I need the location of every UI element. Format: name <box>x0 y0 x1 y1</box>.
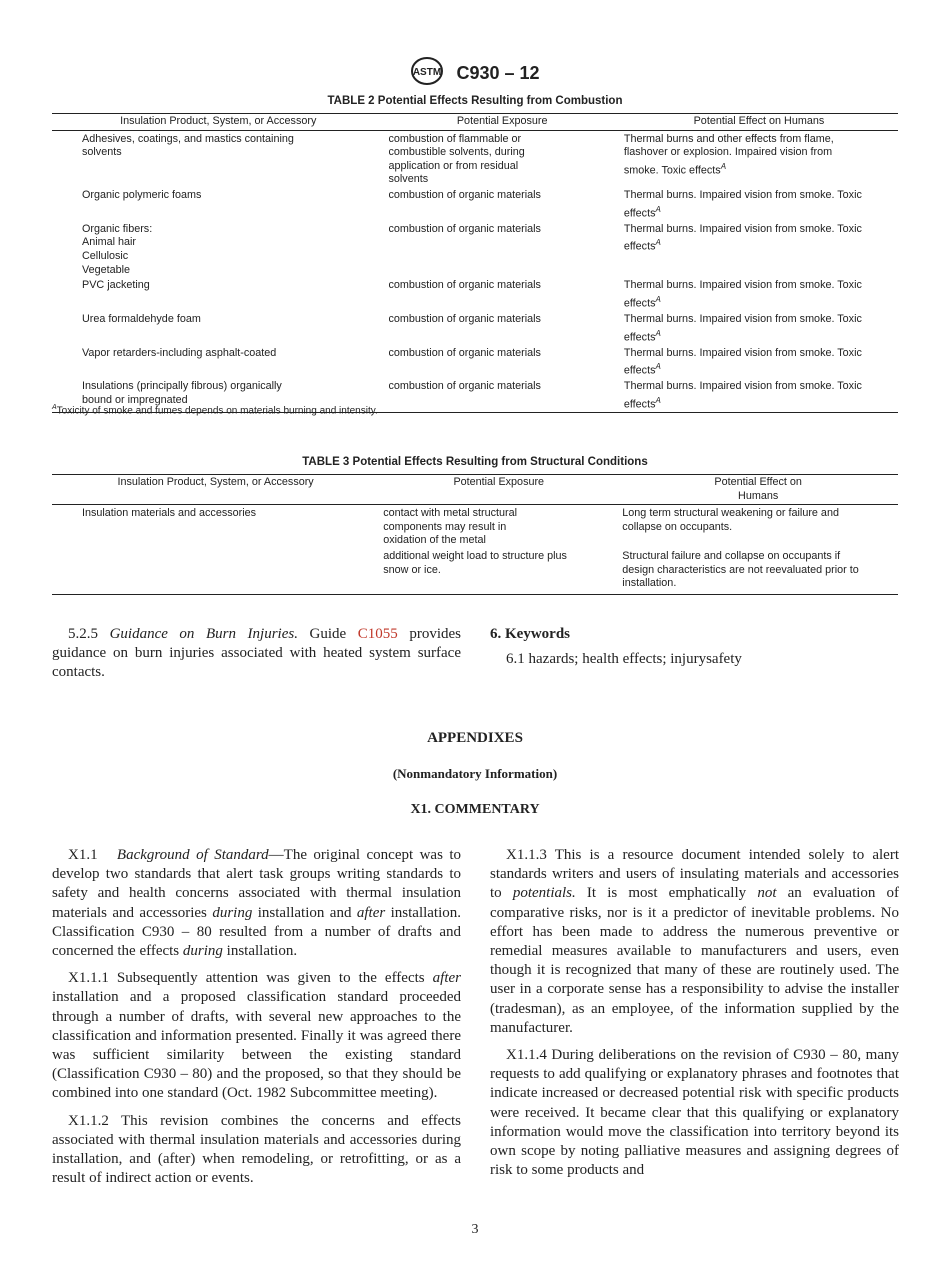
section-5-2-5: 5.2.5 Guidance on Burn Injuries. Guide C1055 provides guidance on burn injuries associated with heated system surface contacts. <box>52 626 462 681</box>
table-cell: Thermal burns. Impaired vision from smoke. Toxic effects <box>623 188 862 220</box>
c1055-link[interactable]: C1055 <box>357 626 398 642</box>
table-subitem: Vegetable <box>82 263 131 276</box>
table-row <box>52 187 898 221</box>
appendix-section-heading: X1. COMMENTARY <box>410 802 540 817</box>
keywords-heading: 6. Keywords <box>490 626 570 642</box>
table2-header-product: Insulation Product, System, or Accessory <box>52 114 385 131</box>
right-column <box>490 846 899 1188</box>
table-row <box>52 505 898 548</box>
table3 <box>52 474 898 595</box>
table-cell: combustion of flammable or combustible solvents, during application or from residual solvents <box>388 132 525 186</box>
paragraph-x1-1-4: X1.1.4 During deliberations on the revision of C930 – 80, many requests to add qualifying or explanatory phrases and footnotes that indicate increased or decreased potential risk with specific products were received. It became clear that this qualifying or explanatory information would move the classification into territory beyond its own scope by noting palliative measures and assigning degrees of risk to some products and <box>490 1047 899 1179</box>
table-cell: contact with metal structural components may result in oxidation of the metal <box>383 507 518 547</box>
table-cell: Thermal burns. Impaired vision from smoke. Toxic effects <box>623 222 862 253</box>
table3-caption: TABLE 3 Potential Effects Resulting from Structural Conditions <box>302 456 648 468</box>
table-cell: PVC jacketing <box>82 279 150 292</box>
paragraph-x1-1-3: X1.1.3 This is a resource document intended solely to alert standards writers and users of insulating materials and accessories to potentials. It is most emphatically not an evaluation of comparative risks, nor is it a predictor of inevitable problems. No effort has been made to address the numerous preventive or remedial measures available to manufacturers and users, even though it is recognized that many of these are routinely used. The user in a corporate sense has a responsibility to advise the installer (tradesman), as an employee, of the information supplied by the manufacturer. <box>490 847 900 1036</box>
table-row <box>52 130 898 187</box>
table2 <box>52 113 898 413</box>
footnote-ref: A <box>655 204 661 214</box>
table-cell: Organic polymeric foams <box>82 188 202 201</box>
table-cell: Thermal burns. Impaired vision from smoke. Toxic effects <box>623 346 862 377</box>
svg-text:ASTM: ASTM <box>413 67 442 78</box>
table-cell: combustion of organic materials <box>388 279 541 292</box>
table-row <box>52 277 898 311</box>
footnote-ref: A <box>655 294 661 304</box>
page-number: 3 <box>471 1222 479 1237</box>
footnote-ref: A <box>655 328 661 338</box>
footnote-ref: A <box>655 396 661 406</box>
table2-header-exposure: Potential Exposure <box>385 114 620 131</box>
table-cell: combustion of organic materials <box>388 312 541 325</box>
table-cell: Adhesives, coatings, and mastics containing solvents <box>82 132 294 159</box>
table-cell: additional weight load to structure plus snow or ice. <box>383 549 567 576</box>
table-cell: Insulations (principally fibrous) organically bound or impregnated <box>82 380 282 407</box>
paragraph-x1-1: X1.1 Background of Standard—The original concept was to develop two standards that alert task groups writing standards to safety and health concerns associated with thermal insulation materials and accessories during installation and after installation. Classification C930 – 80 resulted from a number of drafts and concerned the effects during installation. <box>52 847 462 960</box>
table-row <box>52 221 898 277</box>
table-cell: Long term structural weakening or failure and collapse on occupants. <box>622 507 839 533</box>
table-row <box>52 311 898 345</box>
left-column <box>52 846 461 1196</box>
table2-caption: TABLE 2 Potential Effects Resulting from Combustion <box>327 95 623 107</box>
table-cell: Structural failure and collapse on occupants if design characteristics are not reevaluated prior to installation. <box>622 549 859 590</box>
section-title: Guidance on Burn Injuries. <box>109 626 298 642</box>
keywords-text: 6.1 hazards; health effects; injurysafety <box>506 651 742 668</box>
table-cell: Urea formaldehyde foam <box>82 312 201 325</box>
table-subitem: Animal hair <box>82 236 137 249</box>
table2-header-effect: Potential Effect on Humans <box>620 114 898 131</box>
table-cell: Thermal burns. Impaired vision from smoke. Toxic effects <box>623 380 862 411</box>
table-row <box>52 345 898 379</box>
table-cell: Organic fibers: <box>82 222 153 235</box>
table3-header-effect: Potential Effect on Humans <box>618 475 898 505</box>
table-cell: Thermal burns. Impaired vision from smoke. Toxic effects <box>623 312 862 344</box>
document-designation: C930 – 12 <box>456 63 540 83</box>
appendix-title: APPENDIXES <box>427 730 523 746</box>
table-row <box>52 548 898 594</box>
footnote-ref: A <box>655 238 661 248</box>
footnote-ref: A <box>720 161 727 171</box>
table-cell: Insulation materials and accessories <box>82 507 257 520</box>
footnote-ref: A <box>655 362 661 372</box>
astm-logo-icon <box>410 56 444 91</box>
table2-footnote: $^A$Toxicity of smoke and fumes depends on materials burning and intensity. <box>52 404 378 417</box>
table-cell: combustion of organic materials <box>388 346 541 359</box>
paragraph-x1-1-2: X1.1.2 This revision combines the concerns and effects associated with thermal insulation materials and accessories during installation, and (after) when remodeling, or retrofitting, or as a result of indirect action or events. <box>52 1112 461 1187</box>
table-cell: Vapor retarders-including asphalt-coated <box>82 346 277 359</box>
table-cell: Thermal burns and other effects from flame, flashover or explosion. Impaired vision from smoke. Toxic effects <box>623 132 834 177</box>
table-subitem: Cellulosic <box>82 249 129 262</box>
table3-header-product: Insulation Product, System, or Accessory <box>52 475 379 505</box>
table-cell: combustion of organic materials <box>388 222 541 235</box>
table-cell: Thermal burns. Impaired vision from smoke. Toxic effects <box>623 279 862 310</box>
table-cell: combustion of organic materials <box>388 188 541 201</box>
appendix-subtitle: (Nonmandatory Information) <box>392 766 558 781</box>
keywords-section <box>490 625 899 669</box>
page-header <box>0 56 950 91</box>
paragraph-x1-1-1: X1.1.1 Subsequently attention was given to the effects after installation and a proposed classification standard proceeded through a number of drafts, with several new approaches to the classification and information presented. Finally it was agreed there was sufficient similarity between the existing standard (Classification C930 – 80) and the proposed, so that they should be combined into one standard (Oct. 1982 Subcommittee meeting). <box>52 970 462 1102</box>
table3-header-exposure: Potential Exposure <box>379 475 618 505</box>
table-cell: combustion of organic materials <box>388 380 541 393</box>
